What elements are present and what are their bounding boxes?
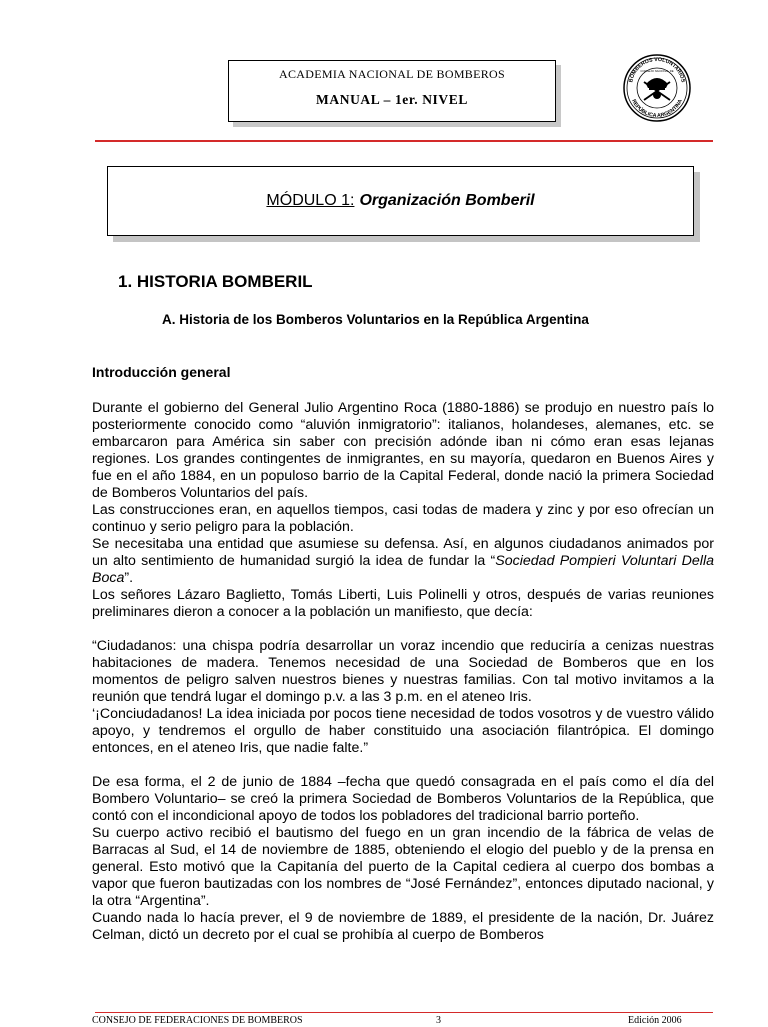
footer-org: CONSEJO DE FEDERACIONES DE BOMBEROS — [92, 1015, 303, 1026]
paragraph: Durante el gobierno del General Julio Argentino Roca (1880-1886) se produjo en nuestro país lo posteriormente conocido como “aluvión inmigratorio”: italianos, holandeses, alemanes, etc. se embarcaron para América sin saber con precisión adónde iban ni cómo eran esas lejanas regiones. Los grandes contingentes de inmigrantes, en su mayoría, quedaron en Buenos Aires y fue en el año 1884, en un populoso barrio de la Capital Federal, donde nació la primera Sociedad de Bomberos Voluntarios del país. — [92, 400, 714, 501]
module-title: Organización Bomberil — [359, 192, 535, 209]
manifesto-quote: ‘¡Conciudadanos! La idea iniciada por pocos tiene necesidad de todos vosotros y de vuestro válido apoyo, y tendremos el orgullo de haber constituido una asociación filantrópica. El domingo entonces, en el ateneo Iris, que nadie falte.” — [92, 706, 714, 756]
subsection-heading: A. Historia de los Bomberos Voluntarios en la República Argentina — [162, 312, 589, 327]
bomberos-seal-icon — [622, 48, 692, 128]
paragraph: Su cuerpo activo recibió el bautismo del fuego en un gran incendio de la fábrica de velas de Barracas al Sud, el 14 de noviembre de 1885, obteniendo el elogio del pueblo y de la prensa en general. Esto motivó que la Capitanía del puerto de la Capital cediera al cuerpo dos bombas a vapor que fueron bautizadas con los nombres de “José Fernández”, entonces diputado nacional, y la otra “Argentina”. — [92, 825, 714, 909]
paragraph: Cuando nada lo hacía prever, el 9 de noviembre de 1889, el presidente de la nación, Dr. Juárez Celman, dictó un decreto por el cual se prohibía al cuerpo de Bomberos — [92, 910, 714, 943]
body-text — [92, 400, 714, 944]
intro-title: Introducción general — [92, 364, 231, 380]
section-heading: 1. HISTORIA BOMBERIL — [118, 272, 313, 291]
seal-top-text: BOMBEROS VOLUNTARIOS — [628, 56, 686, 83]
paragraph: De esa forma, el 2 de junio de 1884 –fecha que quedó consagrada en el país como el día del Bombero Voluntario– se creó la primera Sociedad de Bomberos Voluntarios de la República, que contó con el incondicional apoyo de todos los pobladores del tradicional barrio porteño. — [92, 774, 714, 824]
edition: Edición 2006 — [628, 1015, 682, 1026]
page-number: 3 — [436, 1015, 441, 1026]
paragraph — [92, 536, 714, 587]
header-rule — [95, 140, 713, 142]
paragraph: Las construcciones eran, en aquellos tiempos, casi todas de madera y zinc y por eso ofrecían un continuo y serio peligro para la población. — [92, 502, 714, 535]
module-label: MÓDULO 1: — [266, 192, 355, 209]
footer — [0, 1015, 768, 1027]
module-title-box — [107, 166, 694, 236]
paragraph-text: Se necesitaba una entidad que asumiese su defensa. Así, en algunos ciudadanos animados por un alto sentimiento de humanidad surgió la idea de fundar la “ — [92, 536, 714, 569]
manifesto-quote: “Ciudadanos: una chispa podría desarrollar un voraz incendio que reduciría a cenizas nuestras habitaciones de madera. Tenemos necesidad de una Sociedad de Bomberos que en los momentos de peligro salven nuestros bienes y nuestras familias. Con tal motivo invitamos a la reunión que tendrá lugar el domingo p.v. a las 3 p.m. en el ateneo Iris. — [92, 638, 714, 705]
paragraph-text: ”. — [124, 570, 134, 586]
paragraph: Los señores Lázaro Baglietto, Tomás Liberti, Luis Polinelli y otros, después de varias reuniones preliminares dieron a conocer a la población un manifiesto, que decía: — [92, 587, 714, 620]
society-name: Sociedad Pompieri Voluntari Della Boca — [92, 553, 715, 586]
header-box — [228, 60, 556, 122]
academy-name: ACADEMIA NACIONAL DE BOMBEROS — [279, 67, 505, 81]
seal-small-text: CONSEJO NACIONAL DE — [640, 69, 674, 73]
footer-rule — [95, 1012, 713, 1013]
seal-bottom-text: REPÚBLICA ARGENTINA — [630, 98, 684, 120]
manual-level: MANUAL – 1er. NIVEL — [316, 92, 468, 107]
